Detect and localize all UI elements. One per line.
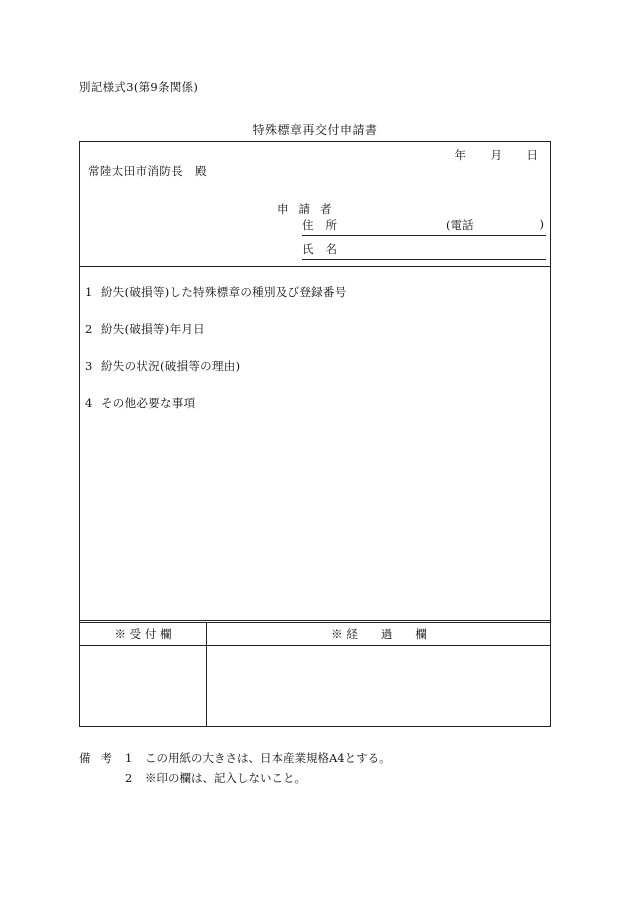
date-month: 月 [490,148,502,162]
form-reference: 別記様式3(第9条関係) [79,80,199,94]
addressee: 常陸太田市消防長 殿 [88,164,207,178]
address-label: 住所 [302,218,349,232]
office-divider-top [80,620,550,621]
note-1-text: この用紙の大きさは、日本産業規格A4とする。 [145,751,391,765]
applicant-label: 申請者 [277,202,342,216]
section-divider [80,266,550,267]
item-1: 1 紛失(破損等)した特殊標章の種別及び登録番号 [85,285,347,299]
date-line [430,147,538,163]
progress-header: ※ 経 過 欄 [331,627,427,641]
item-4: 4 その他必要な事項 [85,396,196,410]
phone-close: ) [539,217,544,231]
document-title: 特殊標章再交付申請書 [252,123,378,137]
date-year: 年 [454,148,466,162]
note-2-num: 2 [125,771,133,785]
name-field[interactable] [302,241,546,260]
date-day: 日 [526,148,538,162]
name-label: 氏名 [302,242,349,256]
reception-header: ※ 受 付 欄 [114,627,172,641]
item-3: 3 紛失の状況(破損等の理由) [85,359,241,373]
note-2-text: ※印の欄は、記入しないこと。 [145,771,306,785]
phone-label: (電話 [446,218,474,232]
note-1-num: 1 [125,751,133,765]
address-field[interactable] [302,217,546,236]
application-form [79,141,551,727]
office-header-divider [80,645,550,646]
item-2: 2 紛失(破損等)年月日 [85,322,205,336]
notes-heading: 備考 [79,751,122,765]
